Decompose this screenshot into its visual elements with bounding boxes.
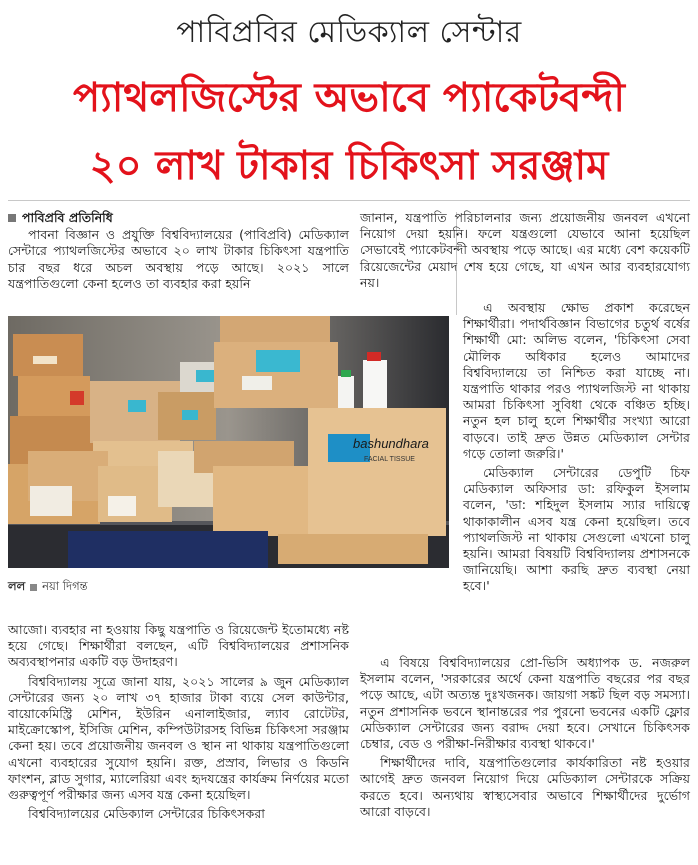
caption-source: নয়া দিগন্ত (42, 579, 88, 593)
body-paragraph: মেডিক্যাল সেন্টারের ডেপুটি চিফ মেডিক্যাল অফিসার ডা: রফিকুল ইসলাম বলেন, 'ডা: শহিদুল ইসলাম স্যার দায়িত্বে থাকাকালীন এসব যন্ত্র কেনা হয়েছিল। তবে প্যাথলজিস্ট না থাকায় সেগুলো এখনো চালু হয়নি। আমরা বিষয়টি বিশ্ববিদ্যালয় প্রশাসনকে জানিয়েছি। আশা করছি দ্রুত ব্যবস্থা নেয়া হবে।' (463, 465, 690, 594)
article-photo (8, 316, 449, 568)
box-product-text: FACIAL TISSUE (364, 456, 415, 463)
headline-line-1: প্যাথলজিস্টের অভাবে প্যাকেটবন্দী (73, 75, 625, 121)
lead-paragraph: পাবনা বিজ্ঞান ও প্রযুক্তি বিশ্ববিদ্যালয়ের (পাবিপ্রবি) মেডিক্যাল সেন্টারে প্যাথলজিস্টের অভাবে ২০ লাখ টাকার চিকিৎসা যন্ত্রপাতি চার বছর ধরে অচল অবস্থায় পড়ে আছে। ২০২১ সালে যন্ত্রপাতিগুলো কেনা হলেও তা ব্যবহার করা হয়নি (8, 227, 349, 291)
right-column-body (463, 300, 690, 595)
left-column-lead (8, 210, 349, 292)
square-bullet-icon (8, 214, 16, 222)
body-paragraph: শিক্ষার্থীদের দাবি, যন্ত্রপাতিগুলোর কার্যকারিতা নষ্ট হওয়ার আগেই দ্রুত জনবল নিয়োগ দিয়ে মেডিক্যাল সেন্টারকে সক্রিয় করতে হবে। অন্যথায় স্বাস্থ্যসেবার অভাবে শিক্ষার্থীদের দুর্ভোগ আরো বাড়বে। (360, 755, 690, 819)
body-paragraph: জানান, যন্ত্রপাতি পরিচালনার জন্য প্রয়োজনীয় জনবল এখনো নিয়োগ দেয়া হয়নি। ফলে যন্ত্রগুলো যেভাবে আনা হয়েছিল সেভাবেই প্যাকেটবন্দী অবস্থায় পড়ে আছে। এর মধ্যে বেশ কয়েকটি রিয়েজেন্টের মেয়াদ শেষ হয়ে গেছে, যা এখন আর ব্যবহারযোগ্য নয়। (360, 210, 690, 290)
left-column-body (8, 622, 349, 822)
right-column-bottom (360, 655, 690, 820)
caption-credit: লল (8, 579, 26, 593)
body-paragraph: এ অবস্থায় ক্ষোভ প্রকাশ করেছেন শিক্ষার্থীরা। পদার্থবিজ্ঞান বিভাগের চতুর্থ বর্ষের শিক্ষার্থী মো: অলিভ বলেন, 'চিকিৎসা সেবা মৌলিক অধিকার হলেও আমাদের বিশ্ববিদ্যালয়ে তা নিশ্চিত করা যাচ্ছে না। যন্ত্রপাতি থাকার পরও প্যাথলজিস্ট না থাকায় আমরা চিকিৎসা সুবিধা থেকে বঞ্চিত হচ্ছি। নতুন হল চালু হলে শিক্ষার্থীর সংখ্যা আরো বাড়বে। তাই দ্রুত উন্নত মেডিক্যাল সেন্টার গড়ে তোলা জরুরি।' (463, 300, 690, 461)
kicker-title: পাবিপ্রবির মেডিক্যাল সেন্টার (176, 15, 522, 50)
right-column-top (360, 210, 690, 291)
box-brand-text: bashundhara (353, 436, 429, 451)
body-paragraph: এ বিষয়ে বিশ্ববিদ্যালয়ের প্রো-ভিসি অধ্যাপক ড. নজরুল ইসলাম বলেন, 'সরকারের অর্থে কেনা যন্ত্রপাতি বছরের পর বছর পড়ে আছে, এটা অত্যন্ত দুঃখজনক। জায়গা সঙ্কট ছিল বড় সমস্যা। নতুন প্রশাসনিক ভবনে স্থানান্তরের পর পুরনো ভবনের একটি ফ্লোর মেডিক্যাল সেন্টারের জন্য বরাদ্দ দেয়া হবে। সেখানে চিকিৎসক চেম্বার, বেড ও পরীক্ষা-নিরীক্ষার ব্যবস্থা থাকবে।' (360, 655, 690, 752)
body-paragraph: আজো। ব্যবহার না হওয়ায় কিছু যন্ত্রপাতি ও রিয়েজেন্ট ইতোমধ্যে নষ্ট হয়ে গেছে। শিক্ষার্থীরা বলছেন, এটি বিশ্ববিদ্যালয়ের প্রশাসনিক অব্যবস্থাপনার একটি বড় উদাহরণ। (8, 622, 349, 670)
body-paragraph: বিশ্ববিদ্যালয়ের মেডিক্যাল সেন্টারের চিকিৎসকরা (28, 806, 265, 822)
headline-divider (8, 200, 690, 201)
byline (8, 210, 349, 226)
photo-caption (8, 578, 88, 597)
packed-boxes-illustration (8, 316, 449, 568)
square-bullet-icon (30, 584, 37, 591)
byline-text: পাবিপ্রবি প্রতিনিধি (22, 210, 113, 225)
body-paragraph: বিশ্ববিদ্যালয় সূত্রে জানা যায়, ২০২১ সালের ৯ জুন মেডিক্যাল সেন্টারের জন্য ২০ লাখ ৩৭ হাজার টাকা ব্যয়ে সেল কাউন্টার, বায়োকেমিস্ট্রি মেশিন, ইউরিন এনালাইজার, ল্যাব রোটেটর, মাইক্রোস্কোপ, ইসিজি মেশিন, কম্পিউটারসহ বিভিন্ন চিকিৎসা সরঞ্জাম কেনা হয়। তবে প্রয়োজনীয় জনবল ও স্থান না থাকায় যন্ত্রপাতিগুলো এখনো ব্যবহারের সুযোগ হয়নি। রক্ত, প্রস্রাব, লিভার ও কিডনি ফাংশন, ব্লাড সুগার, ম্যালেরিয়া এবং হৃদযন্ত্রের কার্যক্রম নির্ণয়ের মতো গুরুত্বপূর্ণ পরীক্ষার জন্য এসব যন্ত্র কেনা হয়েছিল। (8, 673, 349, 803)
headline-line-2: ২০ লাখ টাকার চিকিৎসা সরঞ্জাম (89, 143, 609, 189)
